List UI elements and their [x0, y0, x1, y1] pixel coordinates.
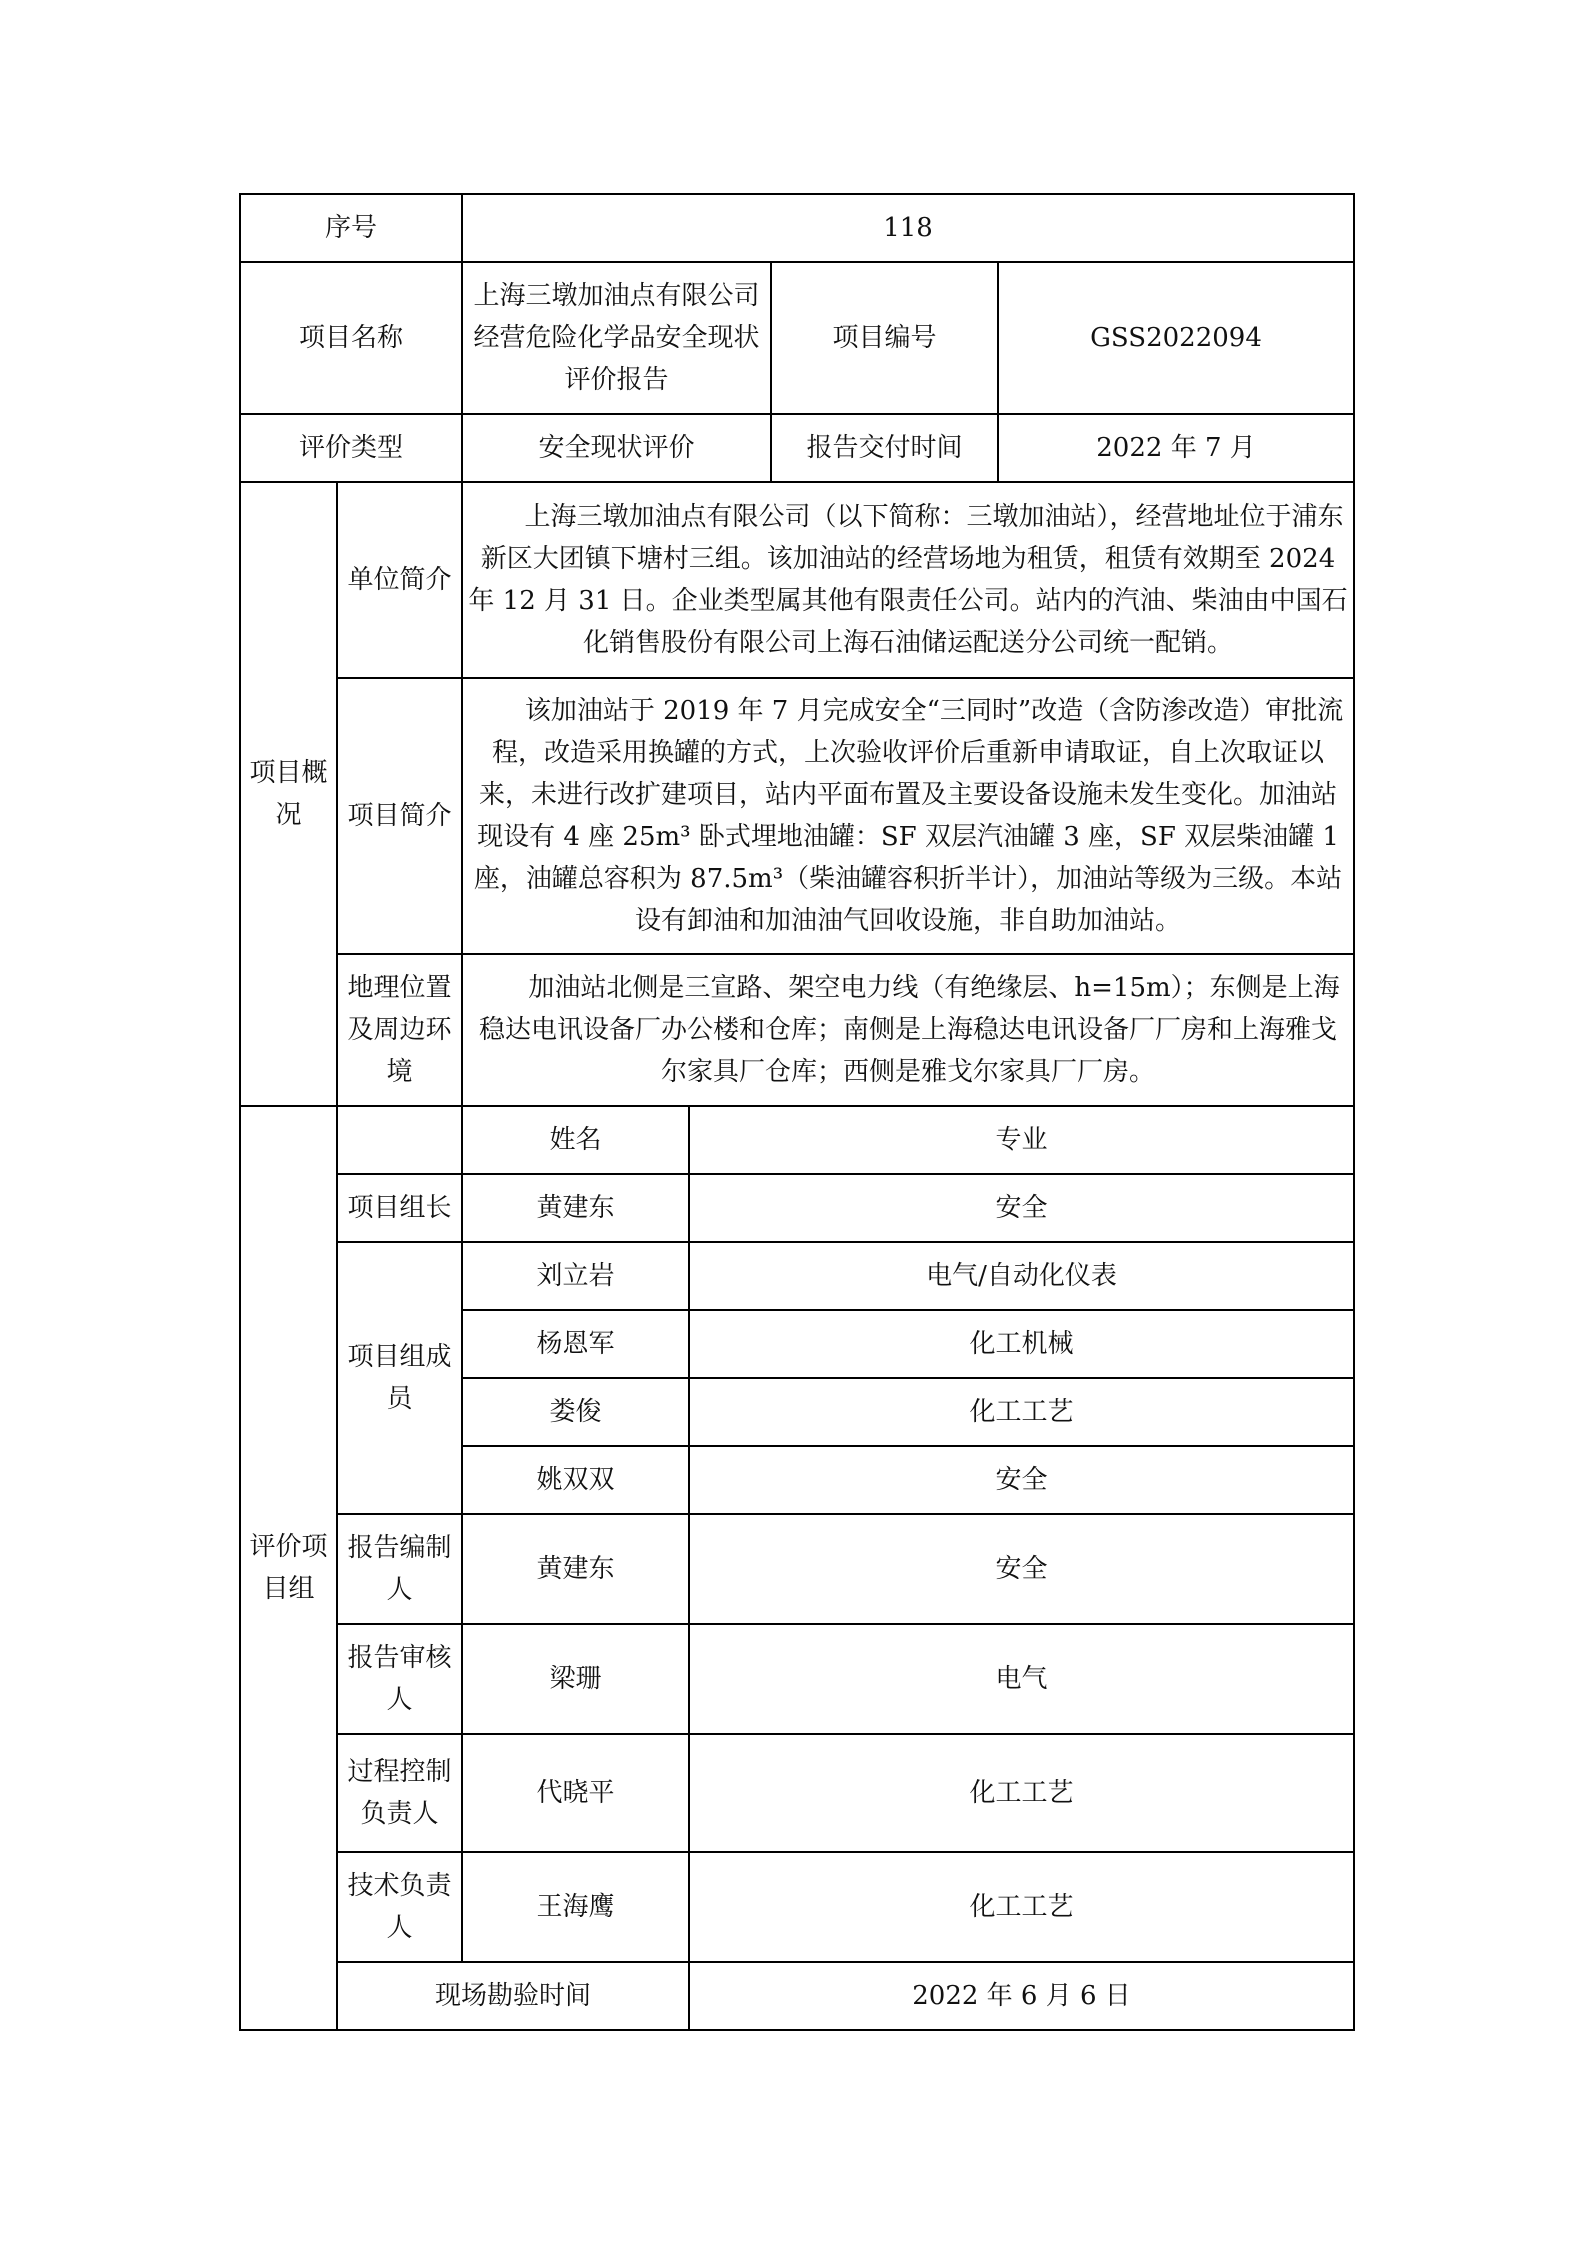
members-label: 项目组成员: [337, 1242, 462, 1514]
project-info-table: [239, 193, 1355, 2031]
tech-lead-name: 王海鹰: [462, 1852, 689, 1962]
member-major: 安全: [689, 1446, 1354, 1514]
project-code-value: GSS2022094: [998, 262, 1354, 414]
unit-intro-text: 上海三墩加油点有限公司（以下简称：三墩加油站），经营地址位于浦东新区大团镇下塘村三组。该加油站的经营场地为租赁，租赁有效期至 2024 年 12 月 31 日。企业类型属其他有限责任公司。站内的汽油、柴油由中国石化销售股份有限公司上海石油储运配送分公司统一配销。: [462, 482, 1354, 678]
member-major: 化工工艺: [689, 1378, 1354, 1446]
member-name: 杨恩军: [462, 1310, 689, 1378]
sequence-label: 序号: [240, 194, 462, 262]
row-evaluation-type: [240, 414, 1354, 482]
row-member: [240, 1242, 1354, 1310]
leader-name: 黄建东: [462, 1174, 689, 1242]
member-name: 刘立岩: [462, 1242, 689, 1310]
project-name-label: 项目名称: [240, 262, 462, 414]
compiler-label: 报告编制人: [337, 1514, 462, 1624]
major-header: 专业: [689, 1106, 1354, 1174]
project-intro-text: 该加油站于 2019 年 7 月完成安全“三同时”改造（含防渗改造）审批流程，改造采用换罐的方式，上次验收评价后重新申请取证，自上次取证以来，未进行改扩建项目，站内平面布置及主要设备设施未发生变化。加油站现设有 4 座 25m³ 卧式埋地油罐：SF 双层汽油罐 3 座，SF 双层柴油罐 1 座，油罐总容积为 87.5m³（柴油罐容积折半计），加油站等级为三级。本站设有卸油和加油油气回收设施，非自助加油站。: [462, 678, 1354, 954]
row-survey-time: [240, 1962, 1354, 2030]
delivery-time-label: 报告交付时间: [771, 414, 998, 482]
tech-lead-label: 技术负责人: [337, 1852, 462, 1962]
sequence-value: 118: [462, 194, 1354, 262]
survey-time-label: 现场勘验时间: [337, 1962, 689, 2030]
project-name-value: 上海三墩加油点有限公司经营危险化学品安全现状评价报告: [462, 262, 771, 414]
reviewer-label: 报告审核人: [337, 1624, 462, 1734]
member-name: 姚双双: [462, 1446, 689, 1514]
row-geo-environment: [240, 954, 1354, 1106]
geo-environment-label: 地理位置及周边环境: [337, 954, 462, 1106]
row-team-header: [240, 1106, 1354, 1174]
unit-intro-label: 单位简介: [337, 482, 462, 678]
row-unit-intro: [240, 482, 1354, 678]
team-header-blank: [337, 1106, 462, 1174]
member-name: 娄俊: [462, 1378, 689, 1446]
tech-lead-major: 化工工艺: [689, 1852, 1354, 1962]
leader-label: 项目组长: [337, 1174, 462, 1242]
evaluation-type-label: 评价类型: [240, 414, 462, 482]
row-project-name: [240, 262, 1354, 414]
row-tech-lead: [240, 1852, 1354, 1962]
team-label: 评价项目组: [240, 1106, 337, 2030]
row-project-intro: [240, 678, 1354, 954]
reviewer-major: 电气: [689, 1624, 1354, 1734]
delivery-time-value: 2022 年 7 月: [998, 414, 1354, 482]
name-header: 姓名: [462, 1106, 689, 1174]
reviewer-name: 梁珊: [462, 1624, 689, 1734]
project-intro-label: 项目简介: [337, 678, 462, 954]
compiler-name: 黄建东: [462, 1514, 689, 1624]
row-process-control: [240, 1734, 1354, 1852]
member-major: 电气/自动化仪表: [689, 1242, 1354, 1310]
row-reviewer: [240, 1624, 1354, 1734]
process-control-major: 化工工艺: [689, 1734, 1354, 1852]
project-code-label: 项目编号: [771, 262, 998, 414]
overview-label: 项目概况: [240, 482, 337, 1106]
row-compiler: [240, 1514, 1354, 1624]
process-control-label: 过程控制负责人: [337, 1734, 462, 1852]
survey-time-value: 2022 年 6 月 6 日: [689, 1962, 1354, 2030]
row-sequence: [240, 194, 1354, 262]
compiler-major: 安全: [689, 1514, 1354, 1624]
geo-environment-text: 加油站北侧是三宣路、架空电力线（有绝缘层、h=15m）；东侧是上海稳达电讯设备厂办公楼和仓库；南侧是上海稳达电讯设备厂厂房和上海雅戈尔家具厂仓库；西侧是雅戈尔家具厂厂房。: [462, 954, 1354, 1106]
leader-major: 安全: [689, 1174, 1354, 1242]
evaluation-type-value: 安全现状评价: [462, 414, 771, 482]
member-major: 化工机械: [689, 1310, 1354, 1378]
process-control-name: 代晓平: [462, 1734, 689, 1852]
row-team-leader: [240, 1174, 1354, 1242]
